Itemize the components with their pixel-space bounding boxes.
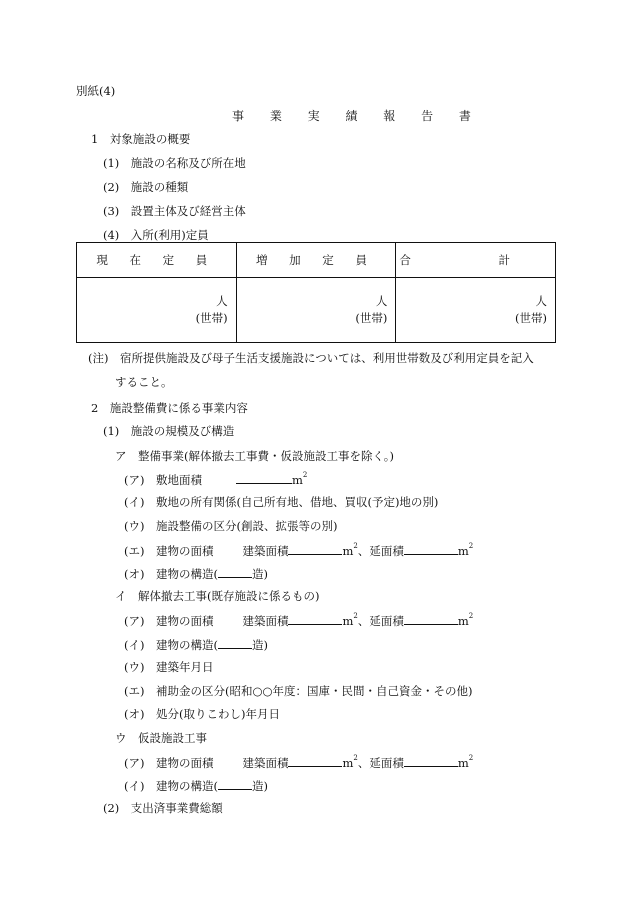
header-current: 現 在 定 員 (77, 243, 237, 278)
a-category: (ウ) 施設整備の区分(創設、拡張等の別) (124, 519, 338, 533)
capacity-table (76, 242, 556, 343)
c-building-area: (ア) 建物の面積 建築面積 $m^2$、延面積 $m^2$ (124, 754, 474, 770)
sub2-heading: (2) 支出済事業費総額 (103, 801, 223, 815)
a-site-area: (ア) 敷地面積 $m^2$ (124, 471, 308, 487)
b-built-date: (ウ) 建築年月日 (124, 660, 214, 674)
cell-total: 人 (世帯) (396, 278, 556, 343)
item-operator: (3) 設置主体及び経営主体 (103, 204, 246, 218)
section1-heading: 1 対象施設の概要 (91, 132, 191, 146)
item-facility-name: (1) 施設の名称及び所在地 (103, 156, 246, 170)
c-title: ウ 仮設施設工事 (115, 731, 207, 745)
b-disposal: (オ) 処分(取りこわし)年月日 (124, 707, 280, 721)
a-structure: (オ) 建物の構造( 造) (124, 567, 268, 581)
cell-current: 人 (世帯) (77, 278, 237, 343)
item-facility-type: (2) 施設の種類 (103, 180, 189, 194)
item-capacity: (4) 入所(利用)定員 (103, 228, 209, 242)
attachment-label: 別紙(4) (76, 84, 116, 98)
c-structure: (イ) 建物の構造( 造) (124, 779, 268, 793)
b-title: イ 解体撤去工事(既存施設に係るもの) (115, 589, 320, 603)
document-title: 事 業 実 績 報 告 書 (232, 109, 482, 123)
a-ownership: (イ) 敷地の所有関係(自己所有地、借地、買収(予定)地の別) (124, 495, 439, 509)
header-total: 合 計 (396, 243, 556, 278)
section2-heading: 2 施設整備費に係る事業内容 (91, 401, 248, 415)
b-subsidy: (エ) 補助金の区分(昭和○○年度：国庫・民間・自己資金・その他) (124, 684, 473, 698)
a-building-area: (エ) 建物の面積 建築面積 $m^2$、延面積 $m^2$ (124, 542, 474, 558)
header-increase: 増 加 定 員 (236, 243, 396, 278)
note-line2: すること。 (115, 375, 173, 389)
a-title: ア 整備事業(解体撤去工事費・仮設施設工事を除く。) (115, 449, 394, 463)
cell-increase: 人 (世帯) (236, 278, 396, 343)
b-building-area: (ア) 建物の面積 建築面積 $m^2$、延面積 $m^2$ (124, 612, 474, 628)
b-structure: (イ) 建物の構造( 造) (124, 638, 268, 652)
sub1-heading: (1) 施設の規模及び構造 (103, 424, 235, 438)
note-line1: (注) 宿所提供施設及び母子生活支援施設については、利用世帯数及び利用定員を記入 (88, 351, 534, 365)
